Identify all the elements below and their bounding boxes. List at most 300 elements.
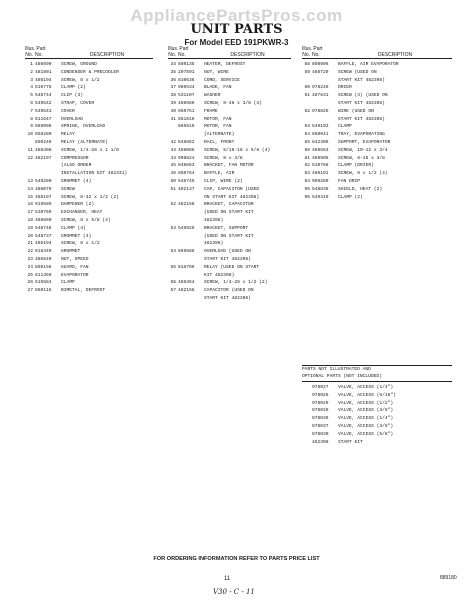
part-no: 510768 [312,163,329,169]
model-subtitle: For Model EED 191PKWR-3 [184,38,289,47]
part-no: 978246 [312,85,329,91]
part-description: EVAPORATOR [61,272,89,278]
header-part: Part [36,46,46,52]
part-no: 978036 [312,416,329,422]
part-description: NUT, WIRE [204,69,229,75]
table-row [168,186,291,194]
illus-no: 54 [170,249,176,255]
illus-no [25,170,35,178]
table-row [168,233,291,241]
part-no: 978037 [312,423,329,429]
table-row [168,256,291,264]
header-part: Part [313,46,323,52]
part-no: 486194 [35,241,52,247]
part-description: (ALTERNATE) [204,132,235,138]
part-no [178,272,204,280]
illus-no: 50 [170,178,176,184]
table-row [302,194,452,202]
part-no: 850156 [35,264,52,270]
header-illus: Illus. [168,46,179,52]
illus-no: 56 [170,280,176,286]
illus-no: 4 [30,85,33,91]
part-description: BIMETAL, DEFROST [61,288,106,294]
illus-no: 40 [170,108,176,114]
illus-no: 26 [27,280,33,286]
illus-no: 45 [170,163,176,169]
part-description: CORD, SERVICE [204,77,240,83]
part-no: 488197 [35,194,52,200]
illus-no [168,272,178,280]
header-part-no: No. [35,52,43,58]
table-row [168,264,291,272]
part-description: DAMPENER (2) [61,202,95,208]
illus-no: 62 [304,108,310,114]
header-no: No. [25,52,33,58]
table-row [168,116,291,124]
table-row [302,77,452,85]
parts-column-1 [25,46,153,295]
illus-no: 21 [27,241,33,247]
illus-no: 20 [27,233,33,239]
part-no: 510775 [35,85,52,91]
part-description: SCREW, 1/4-28 x 1/2 (2) [204,280,268,286]
illus-no: 60 [304,85,310,91]
part-description: KIT 482398) [204,272,235,278]
part-no: 848663 [178,163,195,169]
part-description: SCREW, 8 x 1/2 (4) [338,171,388,177]
illus-no: 46 [170,171,176,177]
part-no: 549542 [35,100,52,106]
part-description: BRACKET, SUPPORT [204,225,249,231]
illus-no [302,431,312,439]
illus-no: 24 [27,264,33,270]
parts-column-3 [302,46,452,201]
part-description: SCREW (USED ON [338,69,377,75]
column-header [168,46,291,59]
illus-no: 9 [30,124,33,130]
illus-no [168,209,178,217]
illus-no: 15 [27,194,33,200]
part-no: 488085 [178,147,195,153]
table-row [302,155,452,163]
table-row [25,116,153,124]
illus-no: 43 [170,147,176,153]
table-row [168,100,291,108]
parts-rows [168,61,291,303]
part-description: COMPRESSOR [61,155,89,161]
header-part-no: No. [178,52,186,58]
part-no: 989289 [312,178,329,184]
illus-no [168,256,178,264]
illus-no [168,131,178,139]
table-row [25,240,153,248]
part-description: START KIT 482398) [338,116,385,122]
illus-no: 12 [27,155,33,161]
part-no: 482197 [35,155,52,161]
part-no: 850996 [312,62,329,67]
part-description: VALVE, ACCESS (1/4") [338,385,394,390]
illus-no [168,194,178,202]
part-description: START KIT 482398) [338,100,385,106]
part-no: 569096 [35,124,52,130]
table-row [302,400,452,408]
illus-no: 66 [304,147,310,153]
part-no [178,217,204,225]
table-row [302,131,452,139]
parts-column-2 [168,46,291,303]
part-no: 549419 [312,194,329,200]
table-row [168,217,291,225]
table-row [302,384,452,392]
illus-no [302,77,312,85]
part-description: GROMMET (4) [61,233,92,239]
part-no: 482156 [178,288,195,294]
part-description: MOTOR, FAN [204,124,232,130]
illus-no [302,384,312,392]
illus-no: 25 [27,272,33,278]
part-description: CAP, CAPACITOR (USED [204,186,260,192]
part-no: 487631 [312,93,329,99]
part-description: START KIT [338,439,363,445]
part-no: 850751 [178,108,195,114]
illus-no: 37 [170,85,176,91]
part-no: 486191 [312,171,329,177]
part-no [178,256,204,264]
illus-no: 82 [304,163,310,169]
part-no: 486690 [35,62,52,67]
part-description: HEATER, DEFROST [204,62,246,67]
illus-no [302,415,312,423]
illus-no: 96 [304,194,310,200]
part-no: 482398 [312,439,329,445]
part-no: 978825 [312,108,329,114]
part-description: SCREW, 5/16-18 x 5/8 (4) [204,147,271,153]
illus-no [168,233,178,241]
header-illus: Illus. [25,46,36,52]
watermark: AppliancePartsPros.com [130,6,343,25]
part-no [178,233,204,241]
part-no: 531107 [178,93,195,99]
table-row [25,178,153,186]
illus-no [302,407,312,415]
page-number: 11 [224,576,231,582]
part-no: 989534 [178,85,195,91]
part-no: 850135 [178,62,195,67]
part-no: 510769 [35,210,52,216]
illus-no [302,439,312,447]
part-no: 549103 [312,124,329,130]
part-description: SCREW, 8-32 x 1/2 (2) [61,194,119,200]
part-description: CLAMP [61,280,75,286]
table-row [25,155,153,163]
table-row [168,209,291,217]
part-no: 549543 [35,108,52,114]
part-no: 818449 [35,249,52,255]
part-description: CLAMP (2) [338,194,363,200]
part-description: SCREW, 8 x 1/2 [61,77,100,83]
table-row [25,84,153,92]
table-row [168,178,291,186]
parts-rows [302,61,452,201]
part-no: 650248 [35,139,52,145]
illus-no: 52 [170,202,176,208]
illus-no [168,295,178,303]
part-no: 818799 [178,264,195,270]
part-description: CLAMP (2) [61,85,86,91]
illus-no: 59 [304,69,310,75]
table-row [25,123,153,131]
part-description: GROMMET (4) [61,178,92,184]
part-no: 488079 [35,186,52,192]
part-description: 482398) [204,241,224,247]
parts-rows [25,61,153,295]
part-no: 488454 [178,280,195,286]
table-row [25,217,153,225]
part-description: (USED ON START KIT [204,210,254,216]
part-description: WIRE (USED ON [338,108,374,114]
part-no [178,131,204,139]
illus-no: 5 [30,93,33,99]
part-description: SCREW [61,186,75,192]
not-illustrated-note [302,367,452,380]
illus-no: 44 [170,155,176,161]
table-row [302,100,452,108]
part-description: BRACKET, CAPACITOR [204,202,254,208]
table-row [168,84,291,92]
part-no: 978026 [312,392,329,398]
table-row [168,108,291,116]
document-number: 889180 [440,575,457,581]
illus-no: 83 [304,171,310,177]
table-row [302,139,452,147]
part-description: TRAY, EVAPORATING [338,132,385,138]
part-description: (ALSO ORDER [61,163,92,169]
part-no [178,194,204,202]
header-part: Part [179,46,189,52]
part-description: SCREW, 1/4-28 x 1 1/8 [61,147,119,153]
part-no [312,116,338,124]
note-line-2: OPTIONAL PARTS (NOT INCLUDED) [302,373,382,379]
table-row [168,139,291,147]
illus-no: 18 [27,217,33,223]
part-description: SCREW, 8-36 x 3/8 (3) [204,100,262,106]
part-no: 488666 [178,100,195,106]
part-no: 978027 [312,385,329,390]
part-no: 486194 [35,77,52,83]
part-no [312,77,338,85]
illus-no [302,100,312,108]
table-row [168,155,291,163]
table-row [25,69,153,77]
part-description: SCREW, GROUND [61,62,97,67]
part-description: COVER [61,108,75,114]
illus-no: 65 [304,139,310,145]
part-no: 515584 [35,280,52,286]
part-description: RELAY (ALTERNATE) [61,139,108,145]
part-description: START KIT 482398) [204,295,251,301]
illus-no: 6 [30,100,33,106]
part-no: 919589 [35,202,52,208]
part-description: WASHER [204,93,221,99]
part-description: VALVE, ACCESS (1/2") [338,400,394,406]
illus-no: 10 [27,132,33,138]
part-no [312,100,338,108]
part-no: 810636 [178,77,195,83]
part-description: VALVE, ACCESS (1/4") [338,416,394,422]
part-no [178,295,204,303]
table-row [25,194,153,202]
illus-no: 2 [30,69,33,75]
part-no: 811459 [35,272,52,278]
table-row [302,61,452,69]
table-row [168,295,291,303]
part-description: SHIELD, HEAT (2) [338,186,383,192]
part-no: 481801 [35,69,52,75]
part-description: START KIT 482398) [338,77,385,83]
table-row [25,287,153,295]
illus-no: 36 [170,77,176,83]
part-description: SUPPORT, EVAPORATOR [338,139,391,145]
part-description: BLADE, FAN [204,85,232,91]
part-description: CLAMP [338,124,352,130]
part-no: 858280 [35,132,52,138]
table-row [25,92,153,100]
table-row [25,233,153,241]
table-row [168,201,291,209]
optional-parts-list [302,384,452,446]
table-row [25,209,153,217]
table-row [25,139,153,147]
part-description: SCREW, 8 x 5/8 (4) [61,217,111,223]
table-row [302,92,452,100]
part-no: 850764 [178,171,195,177]
part-description: DRIER [338,85,352,91]
illus-no: 39 [170,100,176,106]
part-no: 842406 [312,139,329,145]
illus-no [302,392,312,400]
part-description: VALVE, ACCESS (5/16") [338,392,396,398]
illus-no: 27 [27,288,33,294]
part-description: SCREW (3) (USED ON [338,93,388,99]
part-description: INSTALLATION KIT 482331) [61,171,128,177]
illus-no [25,139,35,147]
illus-no: 42 [170,139,176,145]
header-description: DESCRIPTION [377,52,413,58]
illus-no [168,240,178,248]
header-illus: Illus. [302,46,313,52]
header-no: No. [168,52,176,58]
part-no [35,162,61,170]
part-description: CLIP, WIRE (2) [204,178,243,184]
part-description: 482398) [204,217,224,223]
table-row [168,272,291,280]
table-row [302,147,452,155]
illus-no: 17 [27,210,33,216]
ordering-info-footer: FOR ORDERING INFORMATION REFER TO PARTS PRICE LIST [153,556,320,562]
table-row [302,186,452,194]
illus-no [168,217,178,225]
part-description: STRAP, COVER [61,100,95,106]
table-row [168,77,291,85]
part-description: BAFFLE, AIR [204,171,235,177]
part-description: FAN DRIP [338,178,361,184]
table-row [302,392,452,400]
column-header [25,46,153,59]
part-no: 869588 [178,249,195,255]
part-description: OVERLOAD [61,116,84,122]
part-no: 488406 [35,147,52,153]
part-no: 548737 [35,233,52,239]
part-description: EXCHANGER, HEAT [61,210,103,216]
note-line-1: PARTS NOT ILLUSTRATED AND [302,367,371,372]
part-no: 488563 [312,147,329,153]
part-description: CLAMP (4) [61,225,86,231]
illus-no [302,423,312,431]
part-no: 865619 [178,124,195,130]
illus-no: 63 [304,124,310,130]
part-no: 848662 [178,139,195,145]
illus-no: 64 [304,132,310,138]
part-no [178,209,204,217]
table-row [25,147,153,155]
table-row [25,248,153,256]
table-row [25,170,153,178]
table-row [25,279,153,287]
part-no: 978029 [312,400,329,406]
illus-no: 34 [170,62,176,67]
illus-no: 1 [30,62,33,67]
table-row [168,131,291,139]
illus-no: 3 [30,77,33,83]
part-no: 488680 [35,217,52,223]
part-description: SPRING, OVERLOAD [61,124,106,130]
column-header [302,46,452,59]
part-no: 548748 [35,225,52,231]
illus-no: 51 [170,186,176,192]
section-divider [302,381,452,382]
table-row [168,61,291,69]
table-row [168,194,291,202]
illus-no: 23 [27,256,33,262]
table-row [25,201,153,209]
table-row [168,69,291,77]
part-description: MOTOR, FAN [204,116,232,122]
part-no: 549280 [35,178,52,184]
part-description: SCREW, 10-12 x 3/4 [338,147,388,153]
table-row [302,170,452,178]
section-divider [302,365,452,366]
table-row [302,108,452,116]
illus-no: 95 [304,186,310,192]
table-row [168,92,291,100]
table-row [168,279,291,287]
illus-no [168,123,178,131]
part-description: START KIT 482398) [204,256,251,262]
part-description: GUARD, FAN [61,264,89,270]
table-row [25,61,153,69]
table-row [25,225,153,233]
illus-no: 8 [30,116,33,122]
handwritten-note: V30 - C - 11 [213,588,255,596]
table-row [302,178,452,186]
part-no [35,170,61,178]
part-no: 850041 [312,132,329,138]
part-description: VALVE, ACCESS (3/8") [338,408,394,414]
part-description: BAFFLE, AIR EVAPORATOR [338,62,399,67]
table-row [302,162,452,170]
table-row [25,162,153,170]
table-row [302,84,452,92]
